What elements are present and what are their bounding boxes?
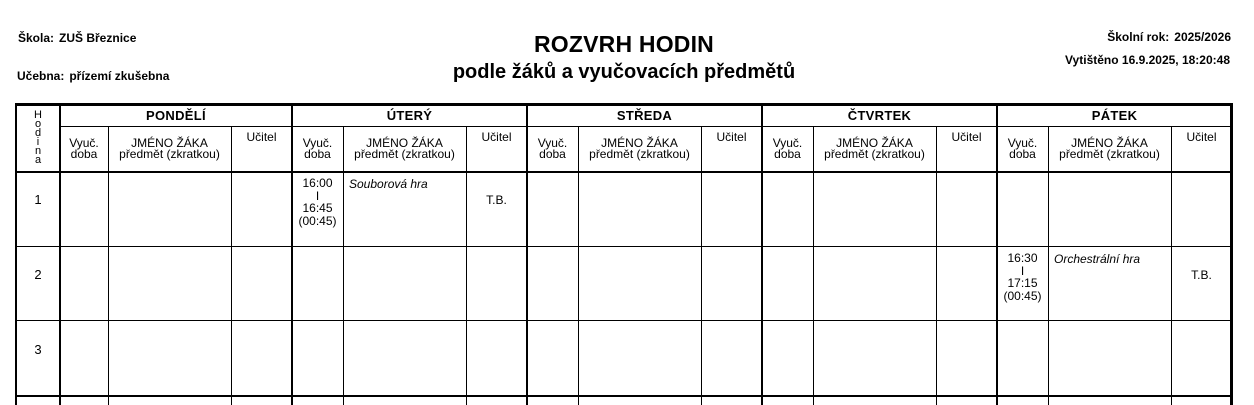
day-header-tuesday: ÚTERÝ (386, 108, 433, 123)
grid-line (15, 395, 1233, 397)
col-time-line2: doba (1009, 147, 1036, 161)
table-border (15, 103, 1233, 106)
col-time-line2: doba (774, 147, 801, 161)
lesson-header-letter: H (34, 109, 42, 121)
lesson-time-separator: I (1020, 263, 1025, 278)
lesson-subject: Souborová hra (349, 177, 428, 191)
lesson-time-separator: I (315, 188, 320, 203)
grid-line (466, 126, 467, 405)
lesson-teacher: T.B. (1191, 268, 1212, 282)
col-name-header (108, 128, 231, 170)
col-name-line2: předmět (zkratkou) (824, 147, 925, 161)
lesson-header-letter: o (34, 118, 42, 130)
col-time-header (527, 128, 578, 170)
lesson-end: 16:45 (302, 201, 333, 215)
grid-line (15, 246, 1233, 247)
table-border (15, 103, 17, 405)
grid-line (1048, 126, 1049, 405)
school-value: ZUŠ Březnice (59, 31, 137, 45)
col-time-header (997, 128, 1048, 170)
col-name-line1: JMÉNO ŽÁKA (366, 135, 443, 150)
col-name-line2: předmět (zkratkou) (354, 147, 455, 161)
lesson-header-letter: i (36, 136, 40, 148)
table-border (1230, 103, 1233, 405)
col-time-line1: Vyuč. (772, 135, 803, 150)
col-time-line1: Vyuč. (537, 135, 568, 150)
printed-timestamp: Vytištěno 16.9.2025, 18:20:48 (1065, 53, 1230, 67)
lesson-header-letter: n (34, 145, 42, 157)
school-year-label: Školní rok: (1107, 30, 1170, 44)
col-time-header (762, 128, 813, 170)
room-label: Učebna: (17, 69, 65, 83)
grid-line (15, 171, 1233, 173)
col-name-line2: předmět (zkratkou) (1059, 147, 1160, 161)
school-year-value: 2025/2026 (1174, 30, 1231, 44)
col-name-line1: JMÉNO ŽÁKA (131, 135, 208, 150)
col-time-line1: Vyuč. (302, 135, 333, 150)
col-name-line1: JMÉNO ŽÁKA (836, 135, 913, 150)
lesson-time (997, 252, 1048, 302)
col-teacher-header: Učitel (481, 130, 512, 145)
col-teacher-header: Učitel (1186, 130, 1217, 145)
col-teacher-header: Učitel (951, 130, 982, 145)
col-name-line2: předmět (zkratkou) (589, 147, 690, 161)
grid-line (701, 126, 702, 405)
grid-line (936, 126, 937, 405)
grid-line (996, 103, 998, 405)
grid-line (343, 126, 344, 405)
lesson-start: 16:00 (302, 176, 333, 190)
col-teacher-header: Učitel (246, 130, 277, 145)
col-name-line2: předmět (zkratkou) (119, 147, 220, 161)
day-header-wednesday: STŘEDA (616, 108, 673, 123)
lesson-duration: (00:45) (1003, 288, 1042, 303)
grid-line (291, 103, 293, 405)
col-name-line1: JMÉNO ŽÁKA (601, 135, 678, 150)
lesson-header-letter: a (34, 154, 42, 166)
col-time-header (292, 128, 343, 170)
col-name-header (1048, 128, 1171, 170)
col-time-line2: doba (539, 147, 566, 161)
col-name-header (578, 128, 701, 170)
grid-line (231, 126, 232, 405)
col-time-line2: doba (304, 147, 331, 161)
col-name-line1: JMÉNO ŽÁKA (1071, 135, 1148, 150)
lesson-duration: (00:45) (298, 213, 337, 228)
grid-line (15, 320, 1233, 321)
lesson-number: 3 (34, 341, 42, 357)
day-header-monday: PONDĚLÍ (146, 108, 206, 123)
room-value: přízemí zkušebna (69, 69, 170, 83)
grid-line (108, 126, 109, 405)
grid-line (813, 126, 814, 405)
grid-line (761, 103, 763, 405)
page-title: ROZVRH HODIN (533, 31, 714, 57)
col-teacher-header: Učitel (716, 130, 747, 145)
lesson-header-letter: d (34, 127, 42, 139)
school-label: Škola: (18, 31, 55, 45)
col-time-line1: Vyuč. (69, 135, 99, 150)
col-name-header (343, 128, 466, 170)
lesson-column-header (16, 104, 60, 172)
lesson-time (292, 177, 343, 227)
page-subtitle: podle žáků a vyučovacích předmětů (452, 61, 796, 83)
day-header-thursday: ČTVRTEK (847, 108, 912, 123)
lesson-number: 1 (34, 191, 42, 207)
col-time-header (60, 128, 108, 170)
lesson-teacher: T.B. (486, 193, 507, 207)
col-time-line2: doba (70, 147, 98, 161)
grid-line (1171, 126, 1172, 405)
grid-line (578, 126, 579, 405)
grid-line (59, 103, 61, 405)
lesson-start: 16:30 (1007, 251, 1038, 265)
school-year-field (1107, 30, 1231, 44)
grid-line (526, 103, 528, 405)
col-time-line1: Vyuč. (1007, 135, 1038, 150)
lesson-subject: Orchestrální hra (1054, 252, 1141, 266)
grid-line (60, 126, 1232, 127)
col-name-header (813, 128, 936, 170)
day-header-friday: PÁTEK (1091, 108, 1138, 123)
lesson-end: 17:15 (1007, 276, 1038, 290)
lesson-number: 2 (34, 266, 42, 282)
